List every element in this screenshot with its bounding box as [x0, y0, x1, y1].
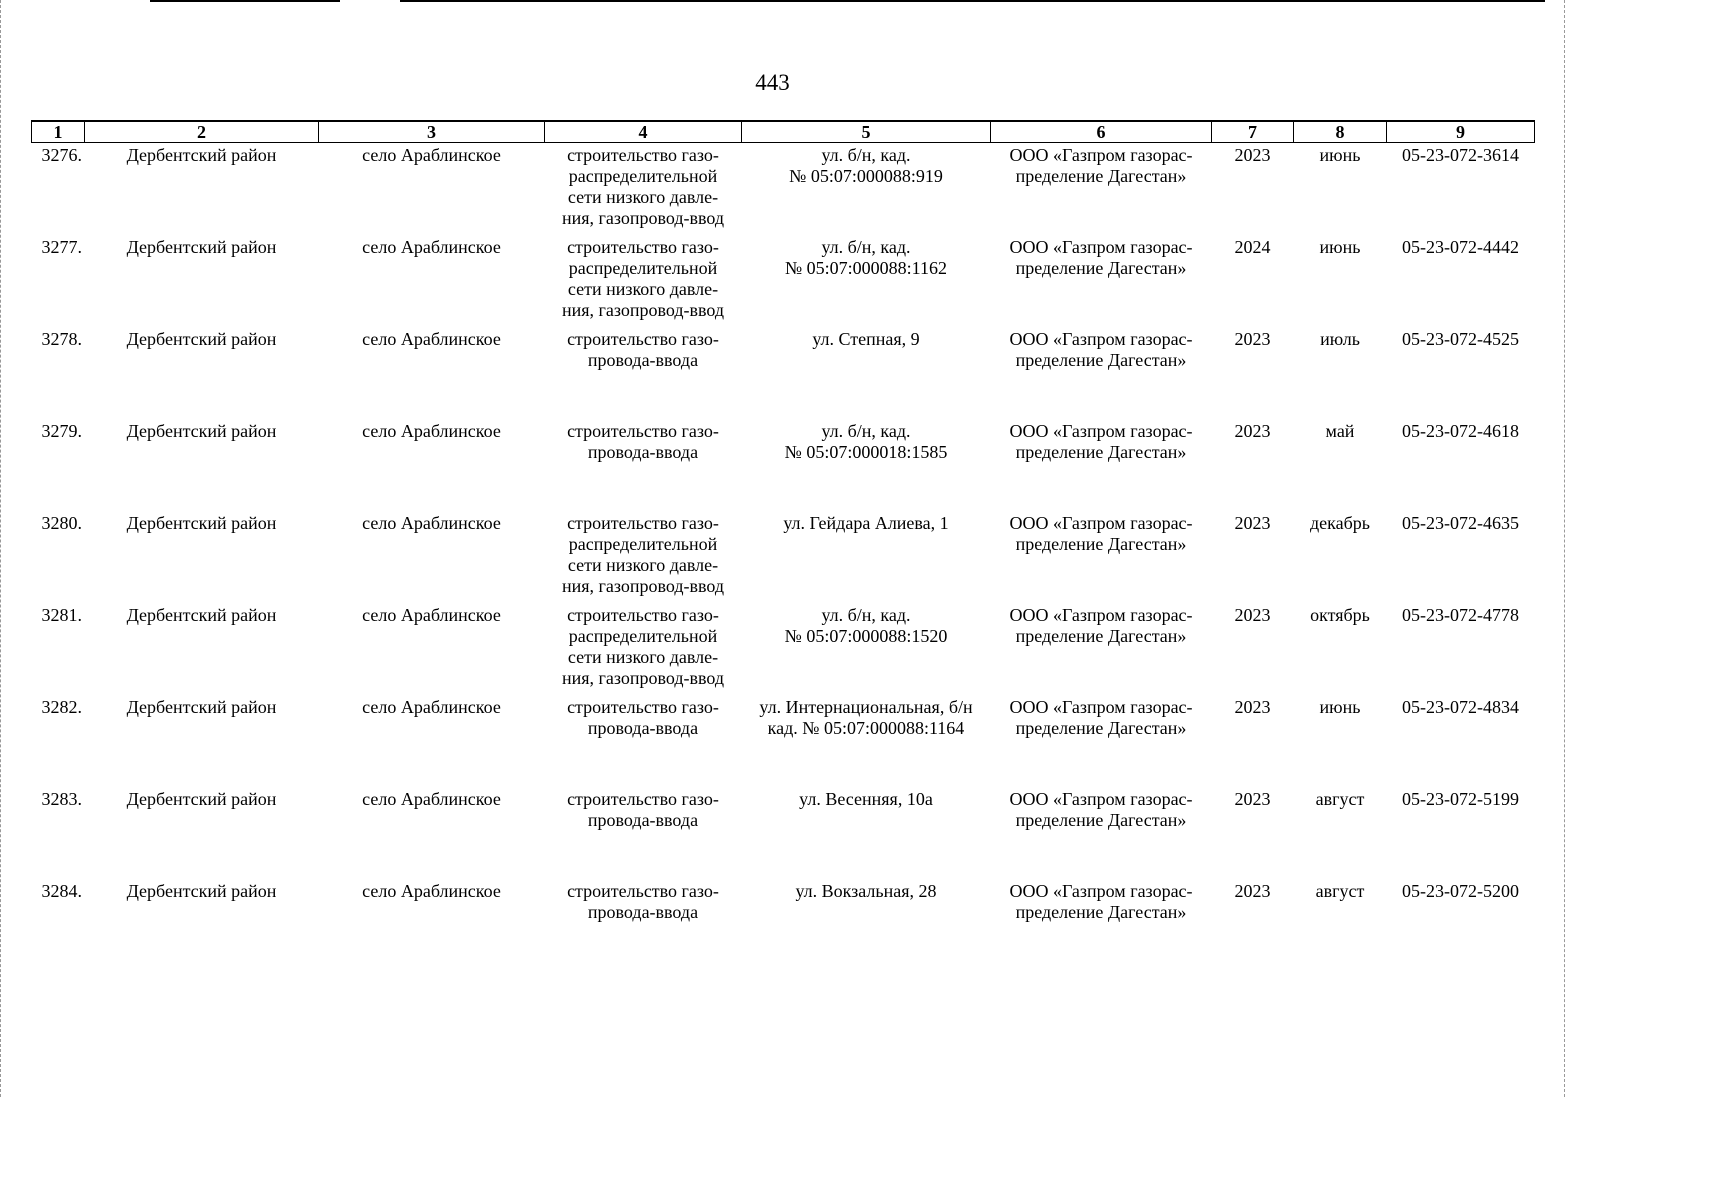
work-description-cell: строительство газо- распределительной сети низкого давле- ния, газопровод-ввод — [561, 513, 725, 596]
table-row — [32, 603, 1535, 695]
locality-cell: село Араблинское — [362, 605, 501, 625]
left-scan-edge — [0, 0, 2, 1097]
month-cell: декабрь — [1310, 513, 1370, 533]
year-cell: 2024 — [1234, 237, 1271, 257]
column-header: 9 — [1387, 121, 1535, 143]
table-row — [32, 511, 1535, 603]
organization-cell: ООО «Газпром газорас- пределение Дагестан» — [1009, 513, 1193, 554]
locality-cell: село Араблинское — [362, 697, 501, 717]
locality-cell: село Араблинское — [362, 421, 501, 441]
month-cell: август — [1315, 789, 1365, 809]
top-border-left — [150, 0, 340, 2]
organization-cell: ООО «Газпром газорас- пределение Дагестан» — [1009, 881, 1193, 922]
code-cell: 05-23-072-4525 — [1402, 329, 1519, 349]
locality-cell: село Араблинское — [362, 329, 501, 349]
row-number: 3284. — [41, 881, 82, 901]
registry-table — [31, 120, 1535, 971]
code-cell: 05-23-072-4618 — [1402, 421, 1519, 441]
address-cell: ул. Весенняя, 10а — [799, 789, 933, 809]
year-cell: 2023 — [1234, 605, 1271, 625]
address-cell: ул. Степная, 9 — [812, 329, 920, 349]
locality-cell: село Араблинское — [362, 881, 501, 901]
month-cell: июль — [1320, 329, 1360, 349]
year-cell: 2023 — [1234, 881, 1271, 901]
address-cell: ул. б/н, кад. № 05:07:000018:1585 — [784, 421, 948, 462]
organization-cell: ООО «Газпром газорас- пределение Дагестан» — [1009, 145, 1193, 186]
year-cell: 2023 — [1234, 329, 1271, 349]
year-cell: 2023 — [1234, 145, 1271, 165]
district-cell: Дербентский район — [126, 513, 277, 533]
work-description-cell: строительство газо- провода-ввода — [567, 421, 719, 462]
address-cell: ул. Вокзальная, 28 — [795, 881, 937, 901]
row-number: 3282. — [41, 697, 82, 717]
locality-cell: село Араблинское — [362, 145, 501, 165]
address-cell: ул. б/н, кад. № 05:07:000088:919 — [789, 145, 943, 186]
row-number: 3278. — [41, 329, 82, 349]
organization-cell: ООО «Газпром газорас- пределение Дагестан» — [1009, 421, 1193, 462]
month-cell: август — [1315, 881, 1365, 901]
month-cell: май — [1325, 421, 1355, 441]
column-header: 7 — [1212, 121, 1294, 143]
address-cell: ул. Гейдара Алиева, 1 — [783, 513, 949, 533]
work-description-cell: строительство газо- провода-ввода — [567, 697, 719, 738]
row-number: 3277. — [41, 237, 82, 257]
table-row — [32, 143, 1535, 236]
district-cell: Дербентский район — [126, 697, 277, 717]
month-cell: июнь — [1319, 237, 1361, 257]
district-cell: Дербентский район — [126, 421, 277, 441]
month-cell: октябрь — [1310, 605, 1370, 625]
table-row — [32, 419, 1535, 511]
organization-cell: ООО «Газпром газорас- пределение Дагестан» — [1009, 329, 1193, 370]
organization-cell: ООО «Газпром газорас- пределение Дагестан» — [1009, 697, 1193, 738]
row-number: 3283. — [41, 789, 82, 809]
column-header: 1 — [32, 121, 85, 143]
work-description-cell: строительство газо- провода-ввода — [567, 789, 719, 830]
year-cell: 2023 — [1234, 421, 1271, 441]
table-row — [32, 787, 1535, 879]
header-row — [32, 121, 1535, 143]
work-description-cell: строительство газо- распределительной сети низкого давле- ния, газопровод-ввод — [561, 605, 725, 688]
work-description-cell: строительство газо- провода-ввода — [567, 881, 719, 922]
code-cell: 05-23-072-4635 — [1402, 513, 1519, 533]
top-border-right — [400, 0, 1545, 2]
row-number: 3279. — [41, 421, 82, 441]
table-body — [32, 143, 1535, 972]
year-cell: 2023 — [1234, 697, 1271, 717]
right-scan-edge — [1564, 0, 1566, 1097]
address-cell: ул. Интернациональная, б/н кад. № 05:07:000088:1164 — [759, 697, 973, 738]
month-cell: июнь — [1319, 697, 1361, 717]
district-cell: Дербентский район — [126, 145, 277, 165]
column-header: 5 — [742, 121, 991, 143]
work-description-cell: строительство газо- распределительной сети низкого давле- ния, газопровод-ввод — [561, 237, 725, 320]
address-cell: ул. б/н, кад. № 05:07:000088:1162 — [784, 237, 947, 278]
district-cell: Дербентский район — [126, 789, 277, 809]
table-row — [32, 879, 1535, 971]
locality-cell: село Араблинское — [362, 789, 501, 809]
column-header: 6 — [991, 121, 1212, 143]
column-header: 4 — [545, 121, 742, 143]
table-row — [32, 327, 1535, 419]
table-row — [32, 695, 1535, 787]
work-description-cell: строительство газо- провода-ввода — [567, 329, 719, 370]
code-cell: 05-23-072-4442 — [1402, 237, 1519, 257]
organization-cell: ООО «Газпром газорас- пределение Дагестан» — [1009, 605, 1193, 646]
organization-cell: ООО «Газпром газорас- пределение Дагестан» — [1009, 789, 1193, 830]
locality-cell: село Араблинское — [362, 513, 501, 533]
locality-cell: село Араблинское — [362, 237, 501, 257]
month-cell: июнь — [1319, 145, 1361, 165]
address-cell: ул. б/н, кад. № 05:07:000088:1520 — [784, 605, 948, 646]
code-cell: 05-23-072-4778 — [1402, 605, 1519, 625]
year-cell: 2023 — [1234, 513, 1271, 533]
code-cell: 05-23-072-5200 — [1402, 881, 1519, 901]
district-cell: Дербентский район — [126, 605, 277, 625]
column-header: 2 — [85, 121, 319, 143]
district-cell: Дербентский район — [126, 329, 277, 349]
work-description-cell: строительство газо- распределительной сети низкого давле- ния, газопровод-ввод — [561, 145, 725, 228]
row-number: 3276. — [41, 145, 82, 165]
code-cell: 05-23-072-3614 — [1402, 145, 1519, 165]
organization-cell: ООО «Газпром газорас- пределение Дагестан» — [1009, 237, 1193, 278]
code-cell: 05-23-072-4834 — [1402, 697, 1519, 717]
district-cell: Дербентский район — [126, 881, 277, 901]
district-cell: Дербентский район — [126, 237, 277, 257]
column-header: 3 — [319, 121, 545, 143]
table-row — [32, 235, 1535, 327]
code-cell: 05-23-072-5199 — [1402, 789, 1519, 809]
column-header: 8 — [1294, 121, 1387, 143]
row-number: 3280. — [41, 513, 82, 533]
year-cell: 2023 — [1234, 789, 1271, 809]
row-number: 3281. — [41, 605, 82, 625]
page-number: 443 — [755, 70, 790, 95]
